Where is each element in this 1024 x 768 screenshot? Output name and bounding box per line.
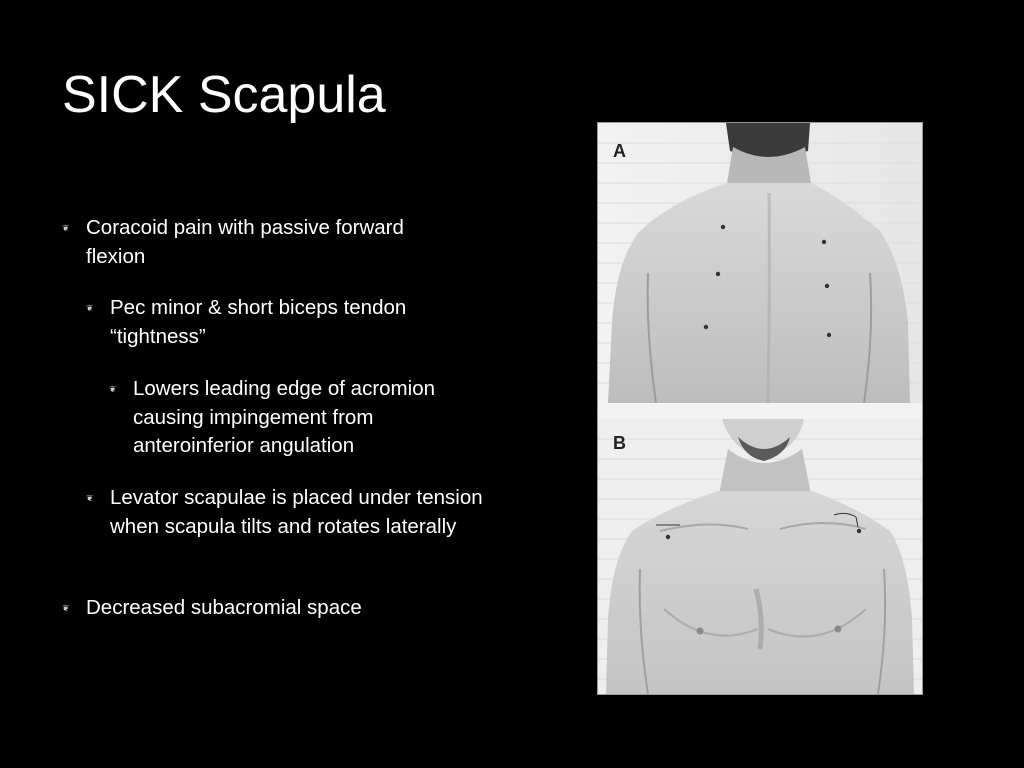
front-view-photo: [598, 419, 922, 694]
back-view-photo: [598, 123, 922, 403]
bullet-text: Pec minor & short biceps tendon “tightness”: [110, 296, 407, 348]
leaf-bullet-icon: ❦: [62, 603, 70, 613]
bullet-text: Coracoid pain with passive forward flexion: [86, 216, 404, 268]
slide-title: SICK Scapula: [62, 66, 386, 124]
bullet-text: Levator scapulae is placed under tension when scapula tilts and rotates laterally: [110, 486, 483, 538]
bullet-text: Lowers leading edge of acromion causing impingement from anteroinferior angulation: [133, 377, 435, 457]
clinical-photo-figure: [597, 122, 923, 695]
panel-label-a: A: [613, 141, 626, 161]
bullet-item-level2: [86, 294, 470, 351]
leaf-bullet-icon: ❦: [86, 303, 94, 313]
bullet-item-level1: [62, 594, 466, 623]
bullet-item-level1: [62, 214, 466, 271]
photo-panel-b: [598, 419, 922, 694]
photo-panel-a: [598, 123, 922, 403]
bullet-text: Decreased subacromial space: [86, 596, 362, 619]
leaf-bullet-icon: ❦: [62, 223, 70, 233]
leaf-bullet-icon: ❦: [86, 493, 94, 503]
leaf-bullet-icon: ❦: [109, 384, 117, 394]
bullet-item-level2: [86, 484, 500, 541]
panel-label-b: B: [613, 433, 626, 453]
bullet-item-level3: [109, 375, 493, 461]
